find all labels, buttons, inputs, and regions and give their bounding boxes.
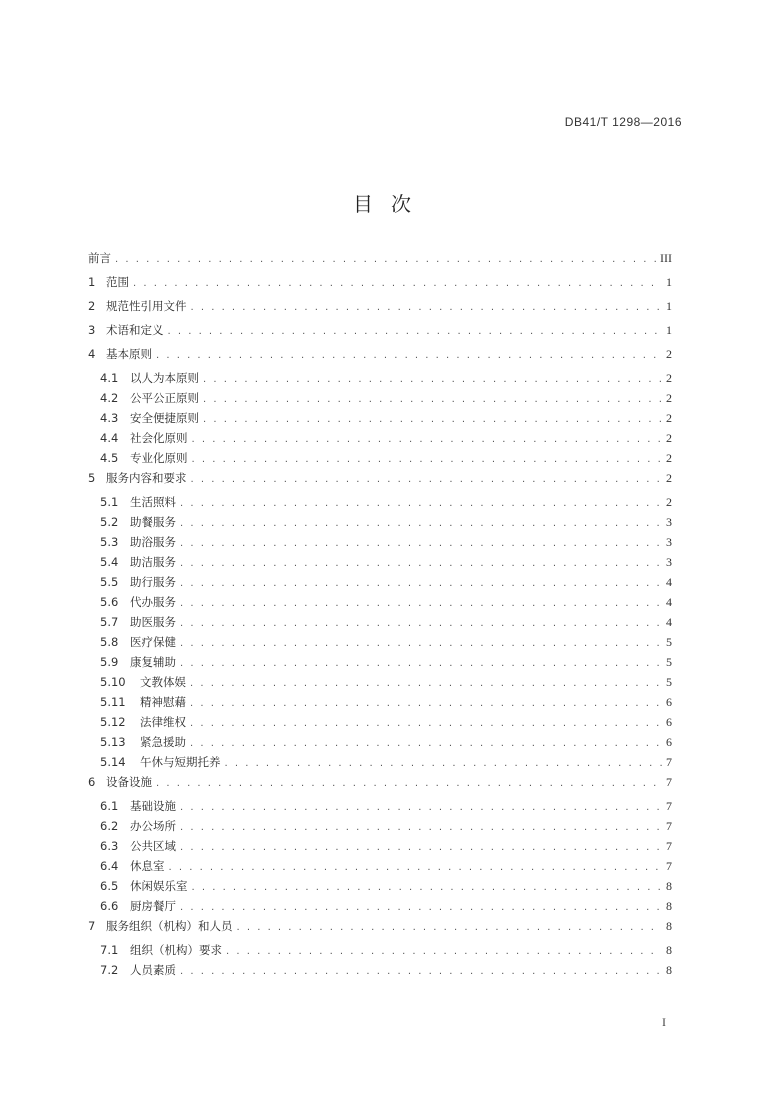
toc-entry-page: 2 bbox=[666, 371, 672, 385]
toc-entry-page: 2 bbox=[666, 391, 672, 405]
toc-entry-number: 5.4 bbox=[100, 555, 119, 569]
toc-entry-page: 8 bbox=[666, 919, 672, 933]
toc-entry-label: 紧急援助 bbox=[140, 735, 186, 749]
toc-entry[interactable] bbox=[88, 898, 672, 918]
toc-leader-dots bbox=[180, 618, 662, 629]
toc-entry-label: 设备设施 bbox=[106, 775, 152, 789]
toc-entry-label: 安全便捷原则 bbox=[130, 411, 199, 425]
toc-leader-dots bbox=[180, 842, 662, 853]
toc-entry-page: 3 bbox=[666, 555, 672, 569]
toc-entry-number: 4.5 bbox=[100, 451, 119, 465]
toc-entry-number: 5.5 bbox=[100, 575, 119, 589]
toc-leader-dots bbox=[191, 474, 663, 485]
toc-entry-number: 5.3 bbox=[100, 535, 119, 549]
toc-entry-number: 6.3 bbox=[100, 839, 119, 853]
toc-entry-label: 前言 bbox=[88, 251, 111, 265]
toc-entry[interactable] bbox=[88, 514, 672, 534]
toc-entry-page: 6 bbox=[666, 715, 672, 729]
toc-leader-dots bbox=[180, 578, 662, 589]
toc-entry-label: 午休与短期托养 bbox=[140, 755, 221, 769]
toc-entry[interactable] bbox=[88, 346, 672, 370]
toc-leader-dots bbox=[203, 414, 662, 425]
toc-entry[interactable] bbox=[88, 818, 672, 838]
toc-entry-label: 助医服务 bbox=[130, 615, 176, 629]
toc-entry[interactable] bbox=[88, 450, 672, 470]
toc-entry-label: 规范性引用文件 bbox=[106, 299, 187, 313]
toc-entry-label: 助行服务 bbox=[130, 575, 176, 589]
toc-entry-page: 4 bbox=[666, 595, 672, 609]
toc-entry-number: 5.13 bbox=[100, 735, 126, 749]
toc-entry-page: 7 bbox=[666, 775, 672, 789]
toc-entry-page: 7 bbox=[666, 819, 672, 833]
toc-entry[interactable] bbox=[88, 370, 672, 390]
toc-entry-label: 生活照料 bbox=[130, 495, 176, 509]
toc-entry-page: 5 bbox=[666, 675, 672, 689]
toc-entry-page: 8 bbox=[666, 879, 672, 893]
toc-entry-number: 5.1 bbox=[100, 495, 119, 509]
toc-leader-dots bbox=[192, 454, 663, 465]
toc-entry[interactable] bbox=[88, 390, 672, 410]
toc-entry-label: 专业化原则 bbox=[130, 451, 188, 465]
toc-leader-dots bbox=[237, 922, 663, 933]
toc-leader-dots bbox=[203, 394, 662, 405]
toc-entry-page: 2 bbox=[666, 431, 672, 445]
toc-leader-dots bbox=[192, 434, 663, 445]
toc-entry-label: 以人为本原则 bbox=[130, 371, 199, 385]
toc-entry-label: 法律维权 bbox=[140, 715, 186, 729]
toc-entry-number: 5 bbox=[88, 471, 96, 485]
toc-entry-label: 休息室 bbox=[130, 859, 165, 873]
toc-entry-label: 助浴服务 bbox=[130, 535, 176, 549]
toc-entry-number: 7.2 bbox=[100, 963, 119, 977]
toc-entry[interactable] bbox=[88, 962, 672, 982]
toc-entry[interactable] bbox=[88, 410, 672, 430]
toc-entry-number: 6.1 bbox=[100, 799, 119, 813]
toc-entry-number: 7.1 bbox=[100, 943, 119, 957]
toc-leader-dots bbox=[168, 326, 663, 337]
page-title: 目次 bbox=[353, 192, 429, 216]
toc-entry[interactable] bbox=[88, 534, 672, 554]
toc-entry-label: 组织（机构）要求 bbox=[130, 943, 222, 957]
toc-leader-dots bbox=[191, 302, 663, 313]
toc-entry-label: 服务组织（机构）和人员 bbox=[106, 919, 233, 933]
toc-entry-page: 7 bbox=[666, 799, 672, 813]
toc-leader-dots bbox=[133, 278, 662, 289]
toc-entry-number: 4 bbox=[88, 347, 96, 361]
toc-entry-page: 8 bbox=[666, 943, 672, 957]
toc-leader-dots bbox=[225, 758, 663, 769]
toc-leader-dots bbox=[190, 738, 662, 749]
toc-entry-number: 7 bbox=[88, 919, 96, 933]
toc-entry-page: 2 bbox=[666, 471, 672, 485]
toc-entry-page: 7 bbox=[666, 839, 672, 853]
toc-leader-dots bbox=[180, 902, 662, 913]
toc-entry-number: 4.4 bbox=[100, 431, 119, 445]
toc-entry-number: 6.2 bbox=[100, 819, 119, 833]
toc-leader-dots bbox=[156, 778, 662, 789]
toc-entry-page: III bbox=[660, 251, 672, 265]
toc-entry-page: 8 bbox=[666, 963, 672, 977]
toc-entry-label: 服务内容和要求 bbox=[106, 471, 187, 485]
toc-leader-dots bbox=[180, 598, 662, 609]
toc-entry-label: 公平公正原则 bbox=[130, 391, 199, 405]
toc-leader-dots bbox=[169, 862, 663, 873]
table-of-contents bbox=[88, 250, 672, 982]
toc-entry-number: 4.1 bbox=[100, 371, 119, 385]
toc-entry-number: 4.3 bbox=[100, 411, 119, 425]
toc-leader-dots bbox=[180, 822, 662, 833]
toc-leader-dots bbox=[180, 966, 662, 977]
toc-entry[interactable] bbox=[88, 274, 672, 298]
toc-entry[interactable] bbox=[88, 734, 672, 754]
toc-entry-number: 5.14 bbox=[100, 755, 126, 769]
toc-entry-label: 助餐服务 bbox=[130, 515, 176, 529]
toc-entry-number: 5.11 bbox=[100, 695, 126, 709]
toc-entry-number: 6.6 bbox=[100, 899, 119, 913]
toc-entry-label: 公共区域 bbox=[130, 839, 176, 853]
toc-entry[interactable] bbox=[88, 774, 672, 798]
toc-entry-number: 5.6 bbox=[100, 595, 119, 609]
toc-leader-dots bbox=[180, 498, 662, 509]
toc-entry-number: 5.10 bbox=[100, 675, 126, 689]
toc-entry-page: 6 bbox=[666, 735, 672, 749]
toc-entry[interactable] bbox=[88, 838, 672, 858]
toc-leader-dots bbox=[180, 638, 662, 649]
toc-entry-label: 社会化原则 bbox=[130, 431, 188, 445]
toc-entry-page: 2 bbox=[666, 347, 672, 361]
toc-leader-dots bbox=[192, 882, 663, 893]
toc-entry[interactable] bbox=[88, 494, 672, 514]
toc-leader-dots bbox=[180, 802, 662, 813]
toc-entry-label: 精神慰藉 bbox=[140, 695, 186, 709]
toc-entry[interactable] bbox=[88, 614, 672, 634]
toc-entry-page: 7 bbox=[666, 755, 672, 769]
document-id: DB41/T 1298—2016 bbox=[564, 115, 682, 129]
toc-entry-label: 术语和定义 bbox=[106, 323, 164, 337]
toc-entry[interactable] bbox=[88, 878, 672, 898]
toc-entry-number: 4.2 bbox=[100, 391, 119, 405]
toc-entry[interactable] bbox=[88, 918, 672, 942]
toc-leader-dots bbox=[190, 698, 662, 709]
toc-entry-label: 基础设施 bbox=[130, 799, 176, 813]
toc-entry[interactable] bbox=[88, 942, 672, 962]
toc-entry-page: 4 bbox=[666, 615, 672, 629]
toc-leader-dots bbox=[190, 678, 662, 689]
toc-entry-number: 5.9 bbox=[100, 655, 119, 669]
page-number: I bbox=[662, 1015, 666, 1029]
toc-entry-page: 1 bbox=[666, 275, 672, 289]
toc-entry[interactable] bbox=[88, 754, 672, 774]
toc-entry-number: 6 bbox=[88, 775, 96, 789]
toc-entry-label: 助洁服务 bbox=[130, 555, 176, 569]
toc-entry-page: 3 bbox=[666, 515, 672, 529]
toc-entry-label: 范围 bbox=[106, 275, 129, 289]
toc-entry-number: 3 bbox=[88, 323, 96, 337]
toc-entry-page: 4 bbox=[666, 575, 672, 589]
toc-entry-page: 2 bbox=[666, 451, 672, 465]
toc-entry-page: 2 bbox=[666, 495, 672, 509]
toc-entry[interactable] bbox=[88, 858, 672, 878]
toc-leader-dots bbox=[180, 518, 662, 529]
toc-entry[interactable] bbox=[88, 298, 672, 322]
toc-entry[interactable] bbox=[88, 714, 672, 734]
toc-entry-label: 休闲娱乐室 bbox=[130, 879, 188, 893]
toc-entry[interactable] bbox=[88, 574, 672, 594]
toc-entry-page: 6 bbox=[666, 695, 672, 709]
toc-entry[interactable] bbox=[88, 798, 672, 818]
toc-entry[interactable] bbox=[88, 322, 672, 346]
toc-entry-label: 办公场所 bbox=[130, 819, 176, 833]
toc-leader-dots bbox=[226, 946, 662, 957]
toc-entry-number: 5.12 bbox=[100, 715, 126, 729]
toc-entry-number: 5.7 bbox=[100, 615, 119, 629]
toc-entry[interactable] bbox=[88, 594, 672, 614]
toc-entry-label: 厨房餐厅 bbox=[130, 899, 176, 913]
toc-entry[interactable] bbox=[88, 470, 672, 494]
toc-entry[interactable] bbox=[88, 634, 672, 654]
toc-entry-page: 7 bbox=[666, 859, 672, 873]
toc-entry-label: 康复辅助 bbox=[130, 655, 176, 669]
toc-leader-dots bbox=[203, 374, 662, 385]
toc-entry-page: 1 bbox=[666, 299, 672, 313]
toc-leader-dots bbox=[180, 658, 662, 669]
toc-entry[interactable] bbox=[88, 250, 672, 274]
toc-entry-number: 6.5 bbox=[100, 879, 119, 893]
toc-entry-page: 2 bbox=[666, 411, 672, 425]
toc-entry[interactable] bbox=[88, 654, 672, 674]
toc-entry-label: 基本原则 bbox=[106, 347, 152, 361]
toc-entry-page: 3 bbox=[666, 535, 672, 549]
toc-entry-number: 5.2 bbox=[100, 515, 119, 529]
toc-entry-number: 2 bbox=[88, 299, 96, 313]
toc-leader-dots bbox=[156, 350, 662, 361]
toc-entry-label: 代办服务 bbox=[130, 595, 176, 609]
toc-entry-label: 人员素质 bbox=[130, 963, 176, 977]
toc-leader-dots bbox=[180, 538, 662, 549]
toc-entry-number: 5.8 bbox=[100, 635, 119, 649]
toc-leader-dots bbox=[190, 718, 662, 729]
toc-entry-label: 文教体娱 bbox=[140, 675, 186, 689]
toc-entry[interactable] bbox=[88, 674, 672, 694]
toc-entry-label: 医疗保健 bbox=[130, 635, 176, 649]
toc-entry-page: 1 bbox=[666, 323, 672, 337]
toc-entry-page: 5 bbox=[666, 655, 672, 669]
toc-entry-page: 8 bbox=[666, 899, 672, 913]
toc-entry-number: 6.4 bbox=[100, 859, 119, 873]
toc-leader-dots bbox=[180, 558, 662, 569]
toc-entry[interactable] bbox=[88, 694, 672, 714]
toc-entry-page: 5 bbox=[666, 635, 672, 649]
toc-entry[interactable] bbox=[88, 554, 672, 574]
toc-leader-dots bbox=[115, 254, 656, 265]
toc-entry-number: 1 bbox=[88, 275, 96, 289]
toc-entry[interactable] bbox=[88, 430, 672, 450]
